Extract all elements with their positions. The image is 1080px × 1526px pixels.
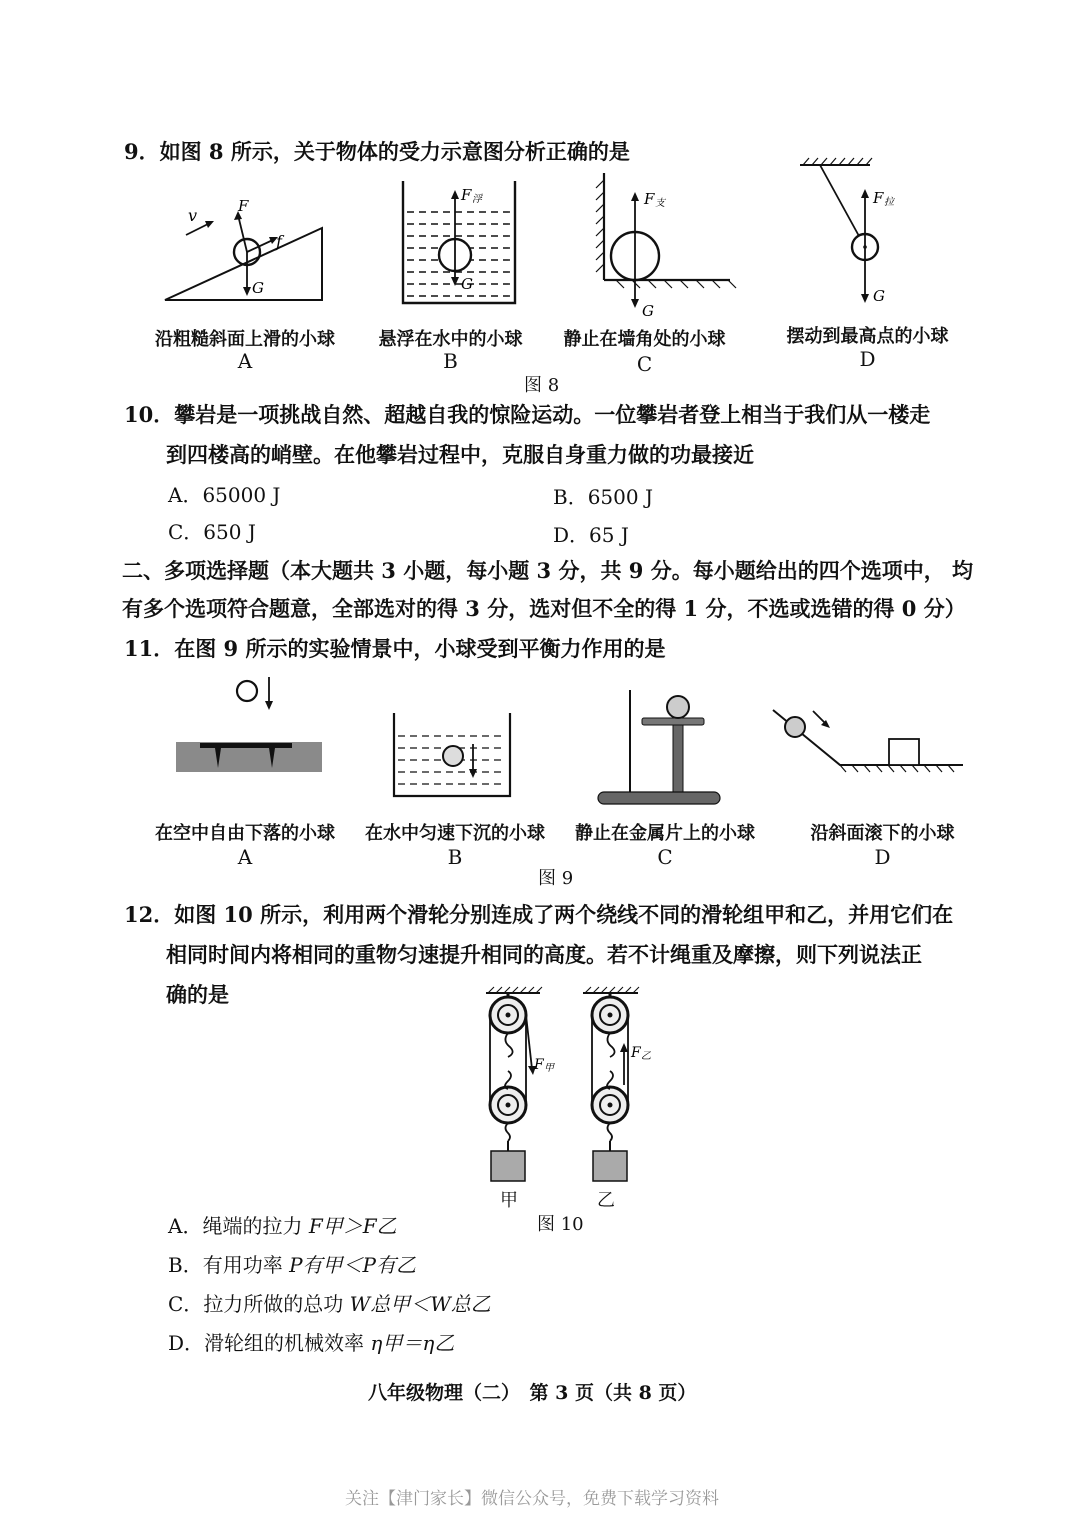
label-G: G: [252, 279, 264, 297]
fig9-d-diagram: [768, 705, 968, 780]
label-F-pull: F: [873, 189, 884, 207]
fig8-caption-a: 沿粗糙斜面上滑的小球: [155, 329, 335, 350]
q12-option-d: D．滑轮组的机械效率 η甲＝η乙: [168, 1331, 455, 1355]
label-G-d: G: [873, 287, 885, 305]
fig9-letter-d: D: [874, 845, 891, 869]
fig9-b-diagram: [390, 710, 515, 800]
page-footer: 八年级物理（二） 第 3 页（共 8 页）: [368, 1382, 697, 1404]
fig8-a-diagram: [150, 195, 340, 315]
fig10-label-jia: 甲: [500, 1190, 518, 1211]
fig8-title: 图 8: [524, 375, 560, 396]
q12-option-a: A．绳端的拉力 F甲＞F乙: [168, 1214, 397, 1238]
section2-heading-line2: 有多个选项符合题意，全部选对的得 3 分，选对但不全的得 1 分，不选或选错的得 0 分）: [122, 596, 966, 621]
fig8-caption-b: 悬浮在水中的小球: [378, 329, 523, 350]
label-G-b: G: [461, 275, 473, 293]
label-v: v: [188, 206, 198, 225]
q10-stem-line1: 10．攀岩是一项挑战自然、超越自我的惊险运动。一位攀岩者登上相当于我们从一楼走: [124, 402, 931, 427]
fig10-label-yi: 乙: [597, 1190, 615, 1211]
fig9-caption-d: 沿斜面滚下的小球: [810, 823, 955, 844]
fig10-label-sub-yi: 乙: [641, 1051, 651, 1062]
q12-stem-line2: 相同时间内将相同的重物匀速提升相同的高度。若不计绳重及摩擦，则下列说法正: [166, 942, 922, 967]
q10-option-b: B．6500 J: [553, 485, 653, 509]
fig9-letter-a: A: [237, 845, 253, 869]
fig9-c-diagram: [592, 685, 727, 810]
fig9-letter-c: C: [657, 845, 673, 869]
fig8-letter-d: D: [859, 347, 876, 371]
q12-stem-line3: 确的是: [166, 982, 229, 1007]
q12-option-c: C．拉力所做的总功 W总甲＜W总乙: [168, 1292, 491, 1316]
fig8-letter-c: C: [636, 352, 653, 376]
label-f: f: [276, 232, 282, 251]
fig8-letter-b: B: [443, 349, 458, 373]
fig8-letter-a: A: [237, 349, 253, 373]
fig9-title: 图 9: [538, 868, 574, 889]
label-F-support: F: [644, 190, 655, 208]
fig8-d-diagram: [795, 155, 915, 305]
q12-stem-line1: 12．如图 10 所示，利用两个滑轮分别连成了两个绕线不同的滑轮组甲和乙，并用它们在: [124, 902, 954, 927]
section2-heading-line1: 二、多项选择题（本大题共 3 小题，每小题 3 分，共 9 分。每小题给出的四个选项中， 均: [122, 558, 974, 583]
label-G-c: G: [642, 302, 654, 320]
fig9-a-diagram: [170, 672, 325, 782]
fig8-b-diagram: [398, 178, 523, 308]
q9-stem: 9．如图 8 所示，关于物体的受力示意图分析正确的是: [124, 139, 630, 164]
fig8-caption-c: 静止在墙角处的小球: [563, 329, 726, 350]
label-F-float: F: [461, 186, 472, 204]
fig10-title: 图 10: [537, 1214, 584, 1235]
label-F: F: [238, 197, 249, 215]
label-sub-pull: 拉: [884, 197, 894, 208]
q10-option-d: D．65 J: [553, 523, 629, 547]
watermark-notice: 关注【津门家长】微信公众号，免费下载学习资料: [345, 1489, 719, 1509]
fig10-label-sub-jia: 甲: [544, 1063, 554, 1074]
fig9-caption-c: 静止在金属片上的小球: [575, 823, 755, 844]
q10-option-c: C．650 J: [168, 520, 256, 544]
fig10-diagram: [478, 985, 668, 1185]
label-sub-float: 浮: [472, 194, 482, 205]
fig10-label-F-jia: F: [534, 1057, 544, 1073]
q10-stem-line2: 到四楼高的峭壁。在他攀岩过程中，克服自身重力做的功最接近: [166, 442, 754, 467]
fig9-caption-a: 在空中自由下落的小球: [155, 823, 335, 844]
q12-option-b: B．有用功率 P有甲＜P有乙: [168, 1253, 416, 1277]
fig9-caption-b: 在水中匀速下沉的小球: [365, 823, 545, 844]
q10-option-a: A．65000 J: [168, 483, 281, 507]
fig9-letter-b: B: [447, 845, 463, 869]
q11-stem: 11．在图 9 所示的实验情景中，小球受到平衡力作用的是: [124, 636, 666, 661]
label-sub-support: 支: [655, 198, 665, 209]
fig10-label-F-yi: F: [631, 1045, 641, 1061]
fig8-c-diagram: [592, 170, 737, 320]
fig8-caption-d: 摆动到最高点的小球: [786, 326, 949, 347]
